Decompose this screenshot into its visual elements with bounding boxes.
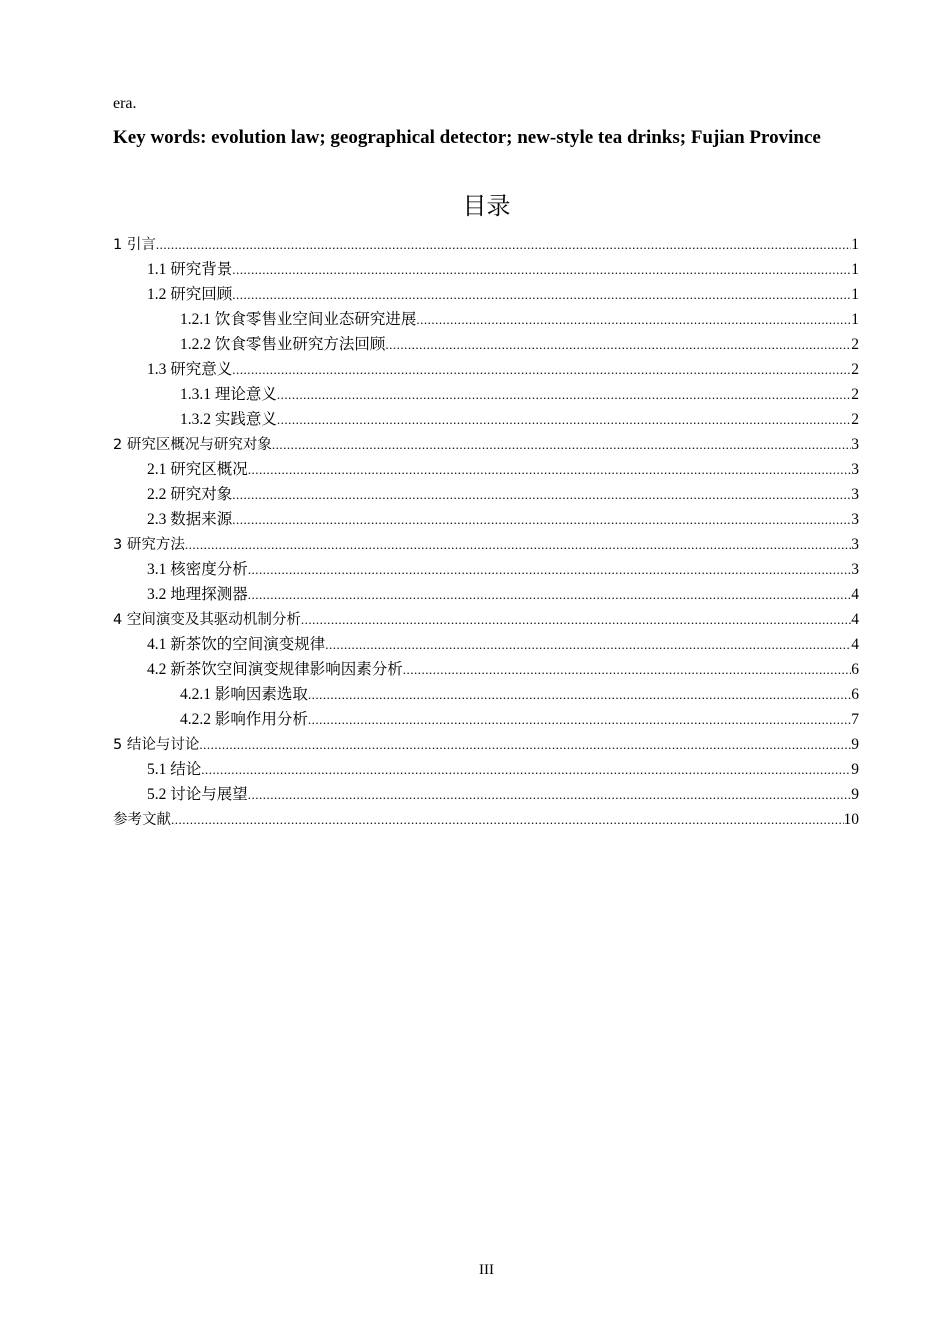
- toc-entry-label: 1 引言: [113, 237, 156, 253]
- toc-entry-page: 6: [851, 661, 859, 678]
- toc-entry-page: 9: [851, 786, 859, 803]
- toc-entry-label: 1.2.2 饮食零售业研究方法回顾: [180, 336, 386, 353]
- toc-entry-label: 4 空间演变及其驱动机制分析: [113, 612, 301, 628]
- toc-entry-label: 3.1 核密度分析: [147, 561, 248, 578]
- toc-entry-page: 7: [851, 711, 859, 728]
- toc-entry[interactable]: [113, 607, 859, 632]
- toc-entry[interactable]: [113, 407, 859, 432]
- table-of-contents: [113, 232, 859, 832]
- toc-entry-label: 4.2.1 影响因素选取: [180, 686, 308, 703]
- toc-entry-label: 1.1 研究背景: [147, 261, 233, 278]
- toc-leader-dots: [325, 632, 851, 657]
- toc-leader-dots: [301, 607, 851, 632]
- toc-entry-page: 2: [851, 336, 859, 353]
- toc-entry-label: 参考文献: [113, 812, 171, 828]
- toc-entry[interactable]: [113, 307, 859, 332]
- abstract-tail-text: era.: [113, 95, 137, 112]
- toc-entry[interactable]: [113, 582, 859, 607]
- toc-entry-label: 4.2 新茶饮空间演变规律影响因素分析: [147, 661, 403, 678]
- toc-leader-dots: [248, 457, 851, 482]
- toc-leader-dots: [232, 482, 851, 507]
- toc-title: 目录: [462, 192, 511, 220]
- toc-entry[interactable]: [113, 657, 859, 682]
- toc-leader-dots: [416, 307, 851, 332]
- toc-entry[interactable]: [113, 707, 859, 732]
- toc-entry-label: 4.2.2 影响作用分析: [180, 711, 308, 728]
- toc-leader-dots: [156, 232, 851, 257]
- toc-leader-dots: [308, 682, 851, 707]
- toc-leader-dots: [232, 507, 851, 532]
- toc-entry-page: 2: [851, 386, 859, 403]
- toc-entry-page: 3: [851, 486, 859, 503]
- toc-entry-page: 1: [851, 286, 859, 303]
- toc-entry-page: 4: [851, 586, 859, 603]
- toc-entry[interactable]: [113, 557, 859, 582]
- toc-entry-label: 5.2 讨论与展望: [147, 786, 248, 803]
- toc-entry-page: 1: [851, 261, 859, 278]
- toc-entry-page: 10: [843, 811, 859, 828]
- toc-entry[interactable]: [113, 682, 859, 707]
- toc-leader-dots: [308, 707, 851, 732]
- toc-entry[interactable]: [113, 782, 859, 807]
- toc-entry[interactable]: [113, 732, 859, 757]
- toc-entry[interactable]: [113, 357, 859, 382]
- toc-leader-dots: [201, 757, 851, 782]
- toc-entry[interactable]: [113, 232, 859, 257]
- toc-entry-label: 2.1 研究区概况: [147, 461, 248, 478]
- toc-entry[interactable]: [113, 482, 859, 507]
- toc-entry[interactable]: [113, 632, 859, 657]
- toc-entry-label: 1.2 研究回顾: [147, 286, 233, 303]
- toc-entry-label: 5.1 结论: [147, 761, 202, 778]
- page-number: III: [479, 1262, 494, 1278]
- toc-leader-dots: [248, 782, 851, 807]
- toc-entry-page: 4: [851, 636, 859, 653]
- toc-leader-dots: [232, 357, 851, 382]
- toc-leader-dots: [232, 257, 851, 282]
- toc-entry-label: 3 研究方法: [113, 537, 185, 553]
- toc-entry-page: 2: [851, 361, 859, 378]
- toc-entry[interactable]: [113, 282, 859, 307]
- toc-leader-dots: [248, 557, 851, 582]
- toc-entry-page: 1: [851, 236, 859, 253]
- toc-entry[interactable]: [113, 257, 859, 282]
- toc-leader-dots: [199, 732, 851, 757]
- toc-entry[interactable]: [113, 432, 859, 457]
- toc-entry-label: 1.3.1 理论意义: [180, 386, 277, 403]
- toc-entry[interactable]: [113, 757, 859, 782]
- toc-entry-page: 1: [851, 311, 859, 328]
- toc-leader-dots: [385, 332, 851, 357]
- toc-entry-page: 2: [851, 411, 859, 428]
- toc-leader-dots: [232, 282, 851, 307]
- toc-leader-dots: [272, 432, 851, 457]
- toc-entry-page: 3: [851, 436, 859, 453]
- toc-entry[interactable]: [113, 507, 859, 532]
- toc-entry-label: 1.2.1 饮食零售业空间业态研究进展: [180, 311, 417, 328]
- toc-entry-page: 3: [851, 511, 859, 528]
- toc-entry-label: 3.2 地理探测器: [147, 586, 248, 603]
- toc-entry-label: 4.1 新茶饮的空间演变规律: [147, 636, 326, 653]
- toc-leader-dots: [277, 407, 851, 432]
- toc-entry[interactable]: [113, 532, 859, 557]
- toc-leader-dots: [248, 582, 851, 607]
- toc-entry-page: 3: [851, 461, 859, 478]
- toc-entry-page: 4: [851, 611, 859, 628]
- toc-entry-page: 3: [851, 536, 859, 553]
- toc-entry-label: 2.2 研究对象: [147, 486, 233, 503]
- toc-leader-dots: [185, 532, 851, 557]
- toc-entry-page: 9: [851, 761, 859, 778]
- keywords-line: Key words: evolution law; geographical detector; new-style tea drinks; Fujian Province: [113, 127, 821, 148]
- toc-leader-dots: [403, 657, 851, 682]
- toc-entry-page: 3: [851, 561, 859, 578]
- toc-entry-page: 9: [851, 736, 859, 753]
- toc-entry-label: 1.3 研究意义: [147, 361, 233, 378]
- toc-leader-dots: [277, 382, 851, 407]
- toc-entry-label: 2.3 数据来源: [147, 511, 233, 528]
- toc-entry[interactable]: [113, 382, 859, 407]
- toc-entry[interactable]: [113, 457, 859, 482]
- toc-entry-label: 5 结论与讨论: [113, 737, 200, 753]
- toc-entry-page: 6: [851, 686, 859, 703]
- toc-entry[interactable]: [113, 332, 859, 357]
- toc-leader-dots: [171, 807, 844, 832]
- toc-entry-label: 1.3.2 实践意义: [180, 411, 277, 428]
- toc-entry[interactable]: [113, 807, 859, 832]
- toc-entry-label: 2 研究区概况与研究对象: [113, 437, 272, 453]
